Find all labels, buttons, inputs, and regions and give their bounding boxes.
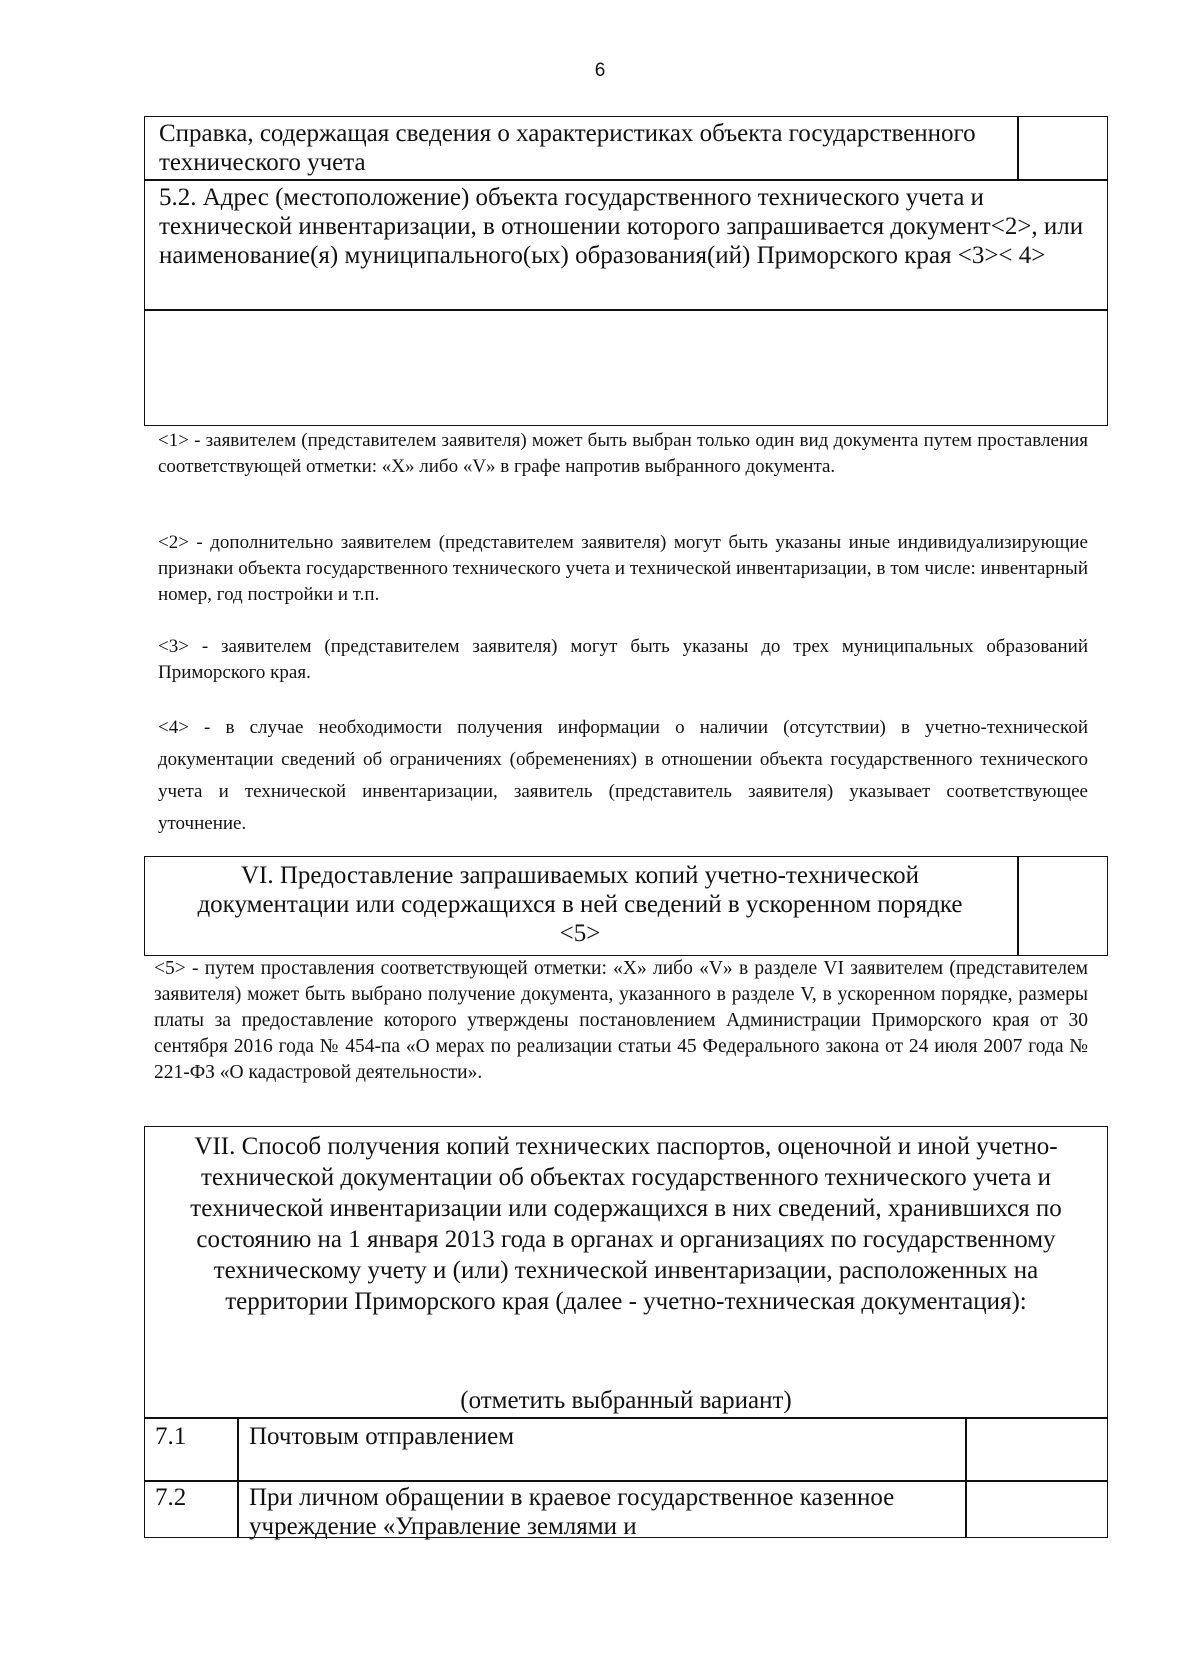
footnote-2: <2> - дополнительно заявителем (представителем заявителя) могут быть указаны иные индивидуализирующие признаки объекта государственного технического учета и технической инвентаризации, в том числе: инвентарный номер, год постройки и т.п. — [158, 532, 1088, 605]
section6-box — [144, 856, 1108, 956]
page-number: 6 — [594, 60, 606, 81]
row-text: Почтовым отправлением — [249, 1423, 515, 1450]
row-col-divider — [237, 1481, 239, 1537]
table-row — [145, 1481, 1107, 1540]
row-number: 7.1 — [155, 1423, 187, 1450]
footnote-5: <5> - путем проставления соответствующей отметки: «Х» либо «V» в разделе VI заявителем (представителем заявителя) может быть выбрано получение документа, указанного в разделе V, в ускоренном порядке, размеры платы за предоставление которого утверждены постановлением Администрации Приморского края от 30 сентября 2016 года № 454-па «О мерах по реализации статьи 45 Федерального закона от 24 июля 2007 года № 221-ФЗ «О кадастровой деятельности». — [154, 958, 1088, 1083]
spravka-checkbox[interactable] — [1019, 117, 1107, 179]
personal-visit-checkbox[interactable] — [967, 1481, 1107, 1537]
address-input[interactable] — [159, 315, 1095, 415]
row-text: При личном обращении в краевое государственное казенное учреждение «Управление землями и — [249, 1484, 895, 1540]
section5-table — [144, 116, 1108, 426]
row-divider — [145, 309, 1107, 311]
section7-table — [144, 1126, 1108, 1538]
spravka-label: Справка, содержащая сведения о характеристиках объекта государственного технического учета — [159, 120, 976, 176]
row-divider — [145, 179, 1107, 181]
postal-checkbox[interactable] — [967, 1418, 1107, 1480]
section7-hint: (отметить выбранный вариант) — [460, 1387, 792, 1414]
footnote-4: <4> - в случае необходимости получения информации о наличии (отсутствии) в учетно-технической документации сведений об ограничениях (обременениях) в отношении объекта государственного технического учета и технической инвентаризации, заявитель (представитель заявителя) указывает соответствующее уточнение. — [158, 717, 1088, 834]
footnote-1: <1> - заявителем (представителем заявителя) может быть выбран только один вид документа путем проставления соответствующей отметки: «Х» либо «V» в графе напротив выбранного документа. — [158, 430, 1088, 477]
section6-title: VI. Предоставление запрашиваемых копий учетно-технической документации или содержащихся в ней сведений в ускоренном порядке <5> — [197, 862, 963, 947]
address-label: 5.2. Адрес (местоположение) объекта государственного технического учета и технической инвентаризации, в отношении которого запрашивается документ<2>, или наименование(я) муниципального(ых) образования(ий) Приморского края <3>< 4> — [159, 184, 1084, 269]
section7-title: VII. Способ получения копий технических паспортов, оценочной и иной учетно-технической документации об объектах государственного технического учета и технической инвентаризации или содержащихся в них сведений, хранившихся по состоянию на 1 января 2013 года в органах и организациях по государственному техническому учету и (или) технической инвентаризации, расположенных на территории Приморского края (далее - учетно-техническая документация): — [190, 1133, 1062, 1315]
section6-checkbox[interactable] — [1019, 857, 1107, 955]
footnote-3: <3> - заявителем (представителем заявителя) могут быть указаны до трех муниципальных образований Приморского края. — [158, 636, 1088, 683]
row-number: 7.2 — [155, 1484, 187, 1511]
row-col-divider — [237, 1418, 239, 1480]
table-row — [145, 1418, 1107, 1480]
